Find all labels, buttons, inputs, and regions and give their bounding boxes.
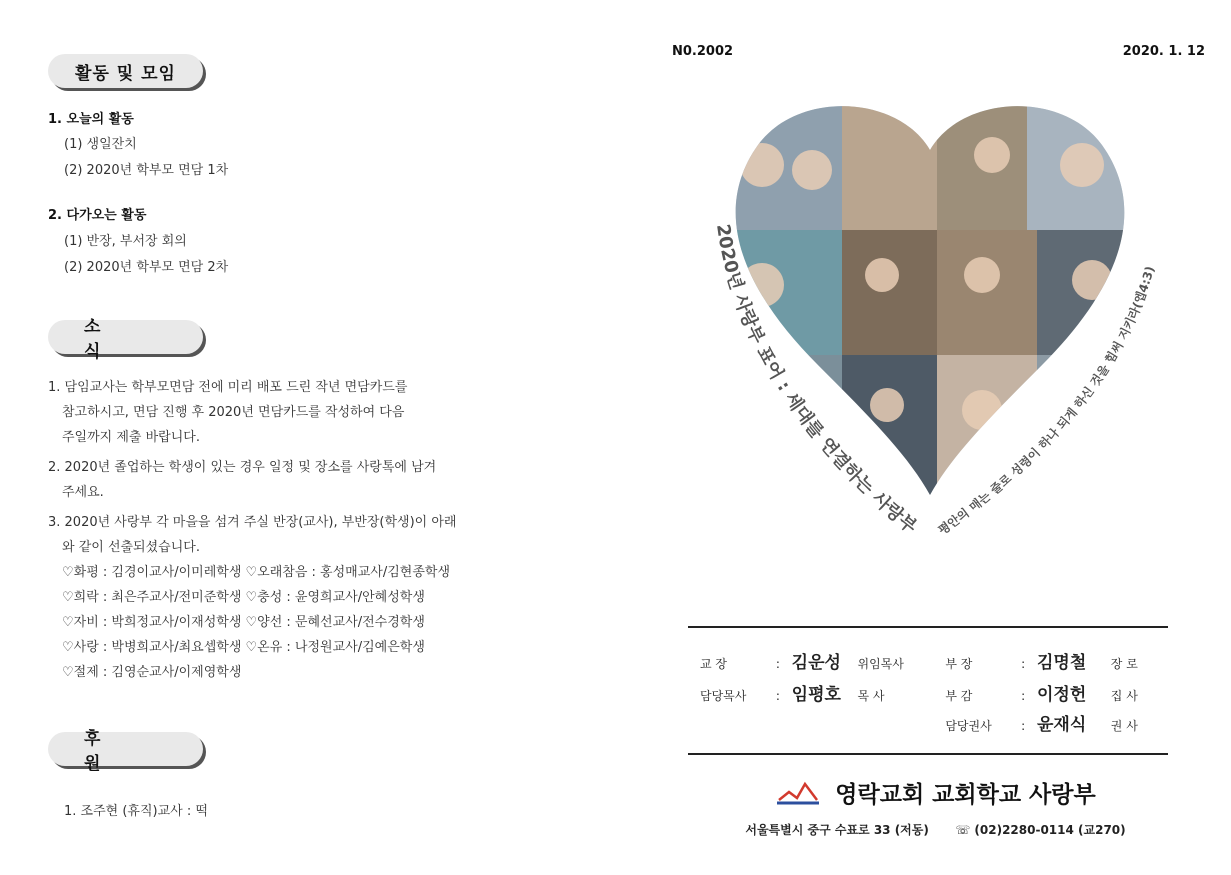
heart-collage-svg <box>662 95 1192 595</box>
support-item: 1. 조주현 (휴직)교사 : 떡 <box>64 804 208 819</box>
photo-cell <box>842 230 937 355</box>
divider <box>688 753 1168 755</box>
right-page <box>640 0 1231 875</box>
motto-left-arc: 2020년 사랑부 표어 : 세대를 연결하는 사랑부 <box>711 222 921 538</box>
list-item: (1) 생일잔치 <box>64 137 137 152</box>
news-item-3: 3. 2020년 사랑부 각 마을을 섬겨 주실 반장(교사), 부반장(학생)이 아래 와 같이 선출되셨습니다. ♡화평 : 김경이교사/이미레학생 ♡오래참음 : 홍성매교사/김현종학생 ♡희락 : 최은주교사/전미준학생 ♡충성 : 윤영희교사/안혜성학생 ♡자비 : 박희정교사/이재성학생 ♡양선 : 문혜선교사/전수경학생 ♡사랑 : 박병희교사/최요셉학생 ♡온유 : 나정원교사/김예은학생 ♡절제 : 김영순교사/이제영학생 <box>48 510 568 685</box>
list-item: (2) 2020년 학부모 면담 2차 <box>64 260 229 275</box>
village-leaders-row: ♡자비 : 박희정교사/이재성학생 ♡양선 : 문혜선교사/전수경학생 <box>62 615 425 630</box>
org-name: 영락교회 교회학교 사랑부 <box>640 776 1231 812</box>
activities-heading: 활동 및 모임 <box>48 54 203 88</box>
news-list <box>48 375 568 685</box>
today-activities-title: 1. 오늘의 활동 <box>48 112 134 127</box>
staff-row: 담당권사 : 윤재식 권 사 <box>945 715 1138 735</box>
news-heading: 소 식 <box>48 320 203 354</box>
staff-row: 교 장 : 김운성 위임목사 부 장 : 김명철 장 로 <box>700 653 1138 673</box>
photo-cell <box>937 230 1037 355</box>
village-leaders-row: ♡사랑 : 박병희교사/최요셉학생 ♡온유 : 나정원교사/김예은학생 <box>62 640 425 655</box>
heart-photo-collage <box>662 95 1192 595</box>
church-logo-icon <box>775 780 821 812</box>
list-item: (1) 반장, 부서장 회의 <box>64 234 187 249</box>
phone-number: ☏ (02)2280-0114 (교270) <box>955 823 1126 837</box>
photo-cell <box>842 95 937 230</box>
village-leaders-row: ♡절제 : 김영순교사/이제영학생 <box>62 665 242 680</box>
support-heading: 후 원 <box>48 732 203 766</box>
issue-number: N0.2002 <box>672 44 734 59</box>
village-leaders-row: ♡희락 : 최은주교사/전미준학생 ♡충성 : 윤영희교사/안혜성학생 <box>62 590 425 605</box>
news-item-1: 1. 담임교사는 학부모면담 전에 미리 배포 드린 작년 면담카드를 참고하시고, 면담 진행 후 2020년 면담카드를 작성하여 다음 주일까지 제출 바랍니다. <box>48 380 408 445</box>
news-item-2: 2. 2020년 졸업하는 학생이 있는 경우 일정 및 장소를 사랑톡에 남겨 주세요. <box>48 460 437 500</box>
list-item: (2) 2020년 학부모 면담 1차 <box>64 163 229 178</box>
divider <box>688 626 1168 628</box>
photo-grid <box>702 95 1167 515</box>
org-contact: 서울특별시 중구 수표로 33 (저동) ☏ (02)2280-0114 (교270) <box>745 823 1126 837</box>
motto-right-arc: 평안의 매는 줄로 성령이 하나 되게 하신 것을 힘써 지키라(엡4:3) <box>935 264 1158 538</box>
upcoming-activities-title: 2. 다가오는 활동 <box>48 208 147 223</box>
staff-row: 담당목사 : 임평호 목 사 부 감 : 이정헌 집 사 <box>700 685 1138 705</box>
issue-date: 2020. 1. 12 <box>1122 44 1205 59</box>
village-leaders-row: ♡화평 : 김경이교사/이미레학생 ♡오래참음 : 홍성매교사/김현종학생 <box>62 565 450 580</box>
left-page <box>0 0 600 875</box>
